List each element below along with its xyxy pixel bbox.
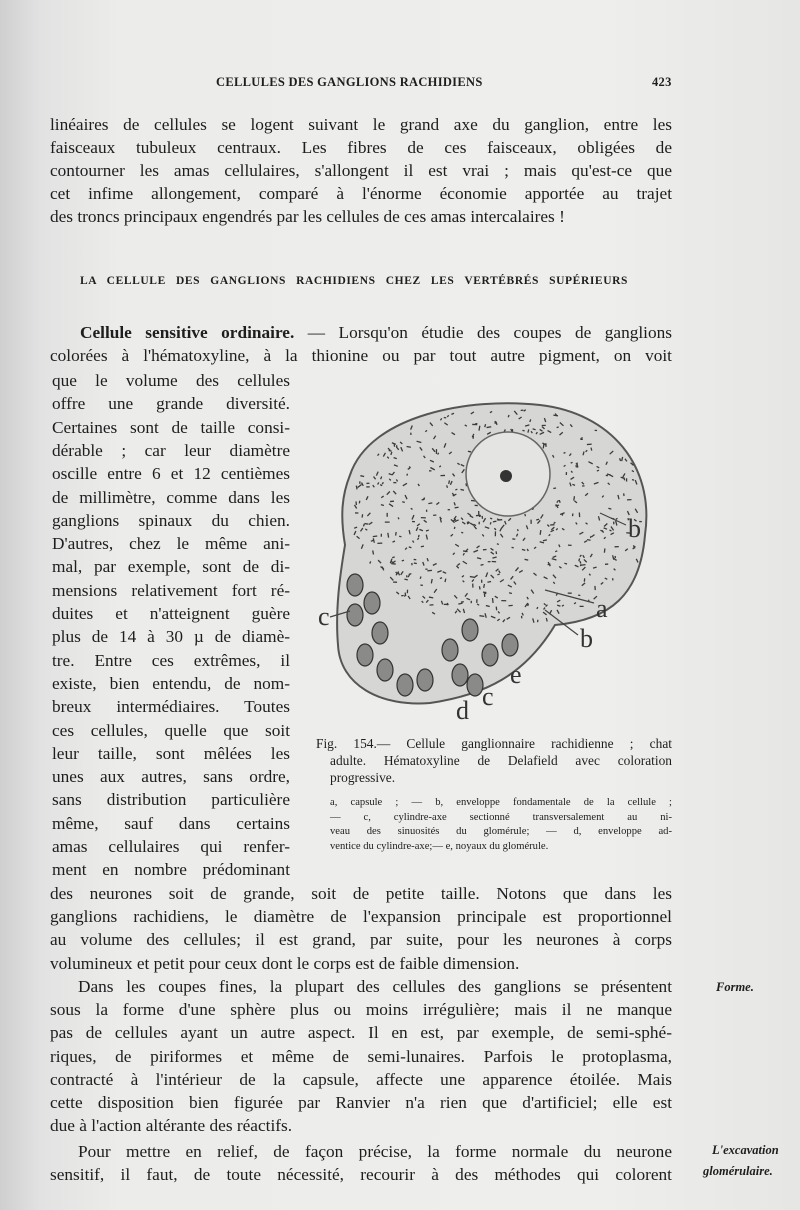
figure-label-c: c [318, 602, 330, 631]
text-line: ment en nombre prédominant [52, 860, 290, 880]
text-line: pas de cellules ayant un autre aspect. Il en est, par exemple, de semi-sphé- [50, 1023, 672, 1043]
text-line: sans distribution particulière [52, 790, 290, 810]
text-line: dérable ; car leur diamètre [52, 440, 290, 460]
text-line: riques, de piriformes et même de semi-lunaires. Parfois le protoplasma, [50, 1046, 672, 1066]
caption-line: Fig. 154.— Cellule ganglionnaire rachidienne ; chat [316, 736, 672, 751]
legend-line: — c, cylindre-axe sectionné transversalement au ni- [330, 811, 672, 823]
running-title: CELLULES DES GANGLIONS RACHIDIENS [216, 75, 483, 89]
run-in-heading: Cellule sensitive ordinaire. [80, 323, 295, 342]
figure-label-d: d [456, 696, 469, 725]
caption-line: progressive. [330, 770, 396, 785]
text-line: mal, par exemple, sont de di- [52, 557, 290, 577]
text-line: sensitif, il faut, de toute nécessité, recourir à des méthodes qui colorent [50, 1165, 672, 1185]
paragraph-first-line [80, 322, 672, 344]
text-line: linéaires de cellules se logent suivant le grand axe du ganglion, entre les [50, 115, 672, 134]
text-line: existe, bien entendu, de nom- [52, 673, 290, 693]
page-number: 423 [652, 75, 672, 89]
caption-line: adulte. Hématoxyline de Delafield avec coloration [330, 753, 672, 768]
text-line: Pour mettre en relief, de façon précise, la forme normale du neurone [78, 1142, 672, 1161]
text-line: tre. Entre ces extrêmes, il [52, 650, 290, 670]
text-line: ces cellules, quelle que soit [52, 720, 290, 740]
text-line: contourner les amas cellulaires, s'allongent il est vrai ; mais qu'est-ce que [50, 161, 672, 180]
text-line: breux intermédiaires. Toutes [52, 697, 290, 717]
text-line: duites et n'atteignent guère [52, 604, 290, 623]
text-line: Dans les coupes fines, la plupart des cellules des ganglions se présentent [78, 977, 672, 996]
text-line: offre une grande diversité. [52, 394, 290, 414]
figure-label-e: e [510, 660, 522, 689]
text-line: faisceaux tubuleux centraux. Les fibres de ces faisceaux, obligées de [50, 138, 672, 157]
text-line: que le volume des cellules [52, 371, 290, 390]
text-line: — Lorsqu'on étudie des coupes de ganglions [307, 323, 672, 342]
text-line: plus de 14 à 30 µ de diamè- [52, 627, 290, 647]
text-line: oscille entre 6 et 12 centièmes [52, 464, 290, 484]
text-line: leur taille, sont mêlées les [52, 743, 290, 763]
legend-line: veau des sinuosités du glomérule; — d, enveloppe ad- [330, 826, 672, 837]
section-heading: LA CELLULE DES GANGLIONS RACHIDIENS CHEZ LES VERTÉBRÉS SUPÉRIEURS [80, 275, 628, 287]
figure-label-c: c [482, 682, 494, 711]
margin-note-glomerulaire: glomérulaire. [703, 1164, 773, 1178]
nucleolus [500, 470, 512, 482]
legend-line: a, capsule ; — b, enveloppe fondamentale de la cellule ; [330, 797, 672, 808]
text-line: due à l'action altérante des réactifs. [50, 1116, 293, 1136]
figure-label-b: b [580, 624, 593, 653]
margin-note-excavation: L'excavation [712, 1143, 779, 1157]
text-line: ganglions rachidiens, le diamètre de l'expansion principale est proportionnel [50, 907, 672, 927]
text-line: colorées à l'hématoxyline, à la thionine ou par tout autre pigment, on voit [50, 346, 672, 365]
text-line: au volume des cellules; il est grand, par suite, pour les neurones à corps [50, 930, 672, 950]
text-line: cette disposition bien figurée par Ranvier n'a rien que d'artificiel; elle est [50, 1093, 672, 1112]
text-line: des neurones soit de grande, soit de petite taille. Notons que dans les [50, 884, 672, 903]
text-line: même, sauf dans certains [52, 813, 290, 833]
margin-note-forme: Forme. [716, 980, 754, 994]
text-line: D'autres, chez le même ani- [52, 534, 290, 554]
figure-label-a: a [596, 594, 608, 623]
figure-label-b: b [628, 514, 641, 543]
text-line: ganglions spinaux du chien. [52, 510, 290, 530]
text-line: mensions relativement fort ré- [52, 580, 290, 600]
legend-line: ventice du cylindre-axe;— e, noyaux du glomérule. [330, 840, 549, 852]
text-line: de millimètre, comme dans les [52, 487, 290, 507]
figure-ganglion-cell [310, 385, 690, 730]
text-line: des troncs principaux engendrés par les cellules de ces amas intercalaires ! [50, 207, 565, 226]
text-line: amas cellulaires qui renfer- [52, 837, 290, 856]
text-line: sous la forme d'une sphère plus ou moins irrégulière; mais il ne manque [50, 1000, 672, 1020]
text-line: unes aux autres, sans ordre, [52, 767, 290, 787]
text-line: cet infime allongement, comparé à l'énorme économie apportée au trajet [50, 184, 672, 203]
text-line: volumineux et petit pour ceux dont le corps est de faible dimension. [50, 953, 520, 973]
text-line: Certaines sont de taille consi- [52, 417, 290, 437]
text-line: contracté à l'intérieur de la capsule, affecte une apparence étoilée. Mais [50, 1069, 672, 1089]
